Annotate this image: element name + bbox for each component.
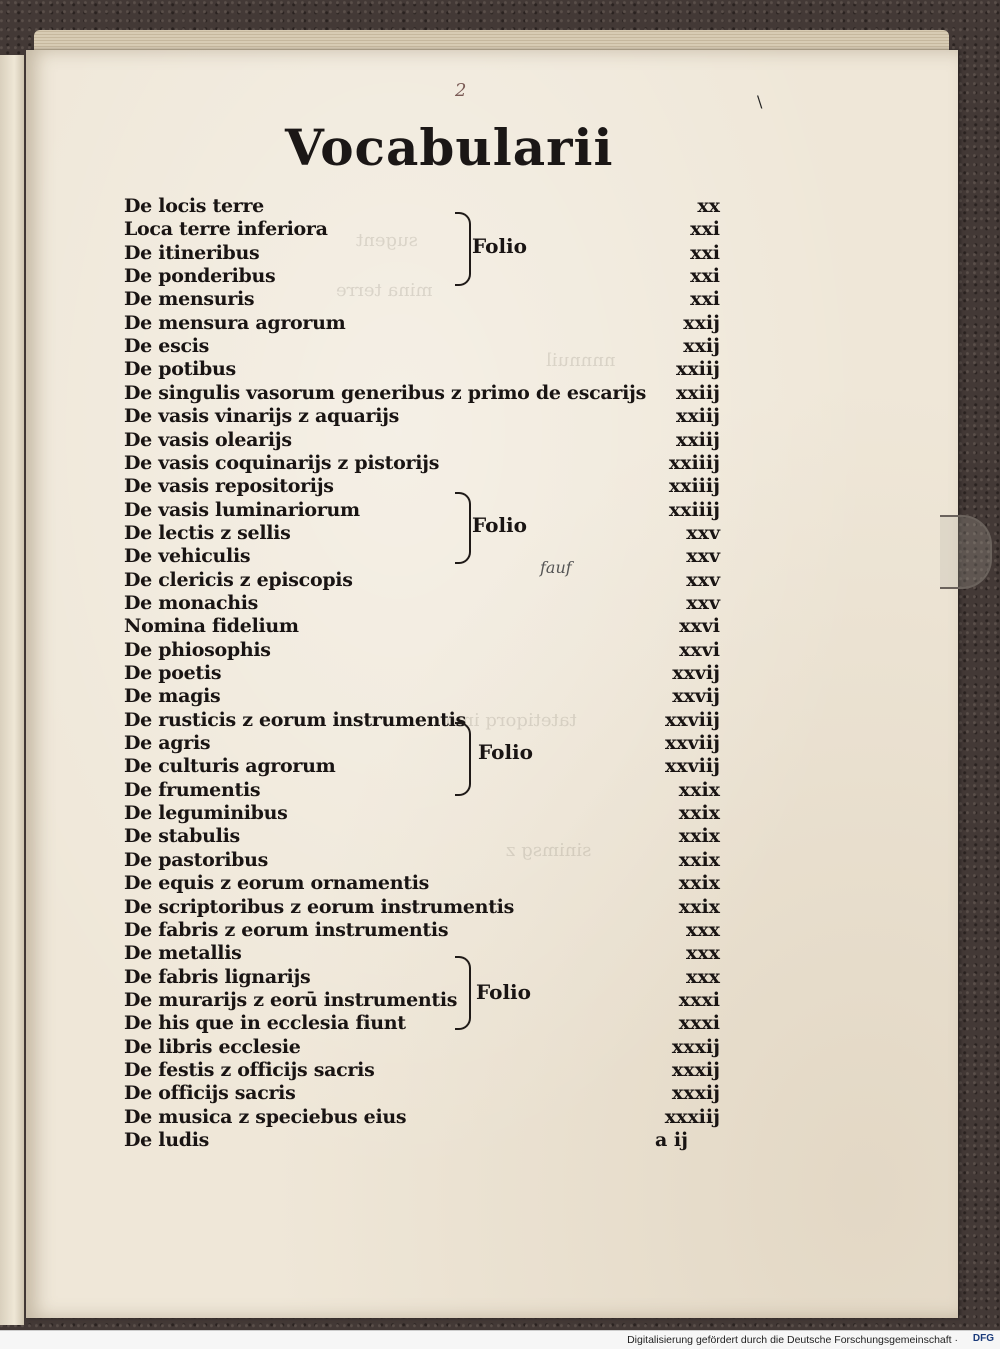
entry-label: De libris ecclesie bbox=[124, 1035, 301, 1058]
folio-label: Folio bbox=[472, 513, 527, 537]
entry-folio-number: xxi bbox=[690, 241, 720, 264]
entry-label: De singulis vasorum generibus z primo de escarijs bbox=[124, 381, 646, 404]
left-page-edge bbox=[0, 55, 24, 1325]
entry-folio-number: xxxi bbox=[678, 988, 720, 1011]
bleed-through-text: tatetiqorq imo bbox=[446, 710, 577, 731]
entry-label: De his que in ecclesia fiunt bbox=[124, 1012, 406, 1035]
entry-label: De lectis z sellis bbox=[124, 521, 291, 544]
entry-folio-number: xxv bbox=[686, 521, 720, 544]
entry-label: De phiosophis bbox=[124, 638, 271, 661]
entry-label: De ponderibus bbox=[124, 265, 276, 288]
entry-folio-number: xxiij bbox=[676, 358, 720, 381]
entry-label: De monachis bbox=[124, 591, 259, 614]
entry-folio-number: xxiiij bbox=[668, 475, 720, 498]
entry-label: De vasis vinarijs z aquarijs bbox=[124, 405, 400, 428]
entry-label: De fabris lignarijs bbox=[124, 965, 311, 988]
entry-folio-number: xxx bbox=[686, 942, 720, 965]
footer-credit: Digitalisierung gefördert durch die Deutsche Forschungsgemeinschaft · bbox=[627, 1334, 958, 1346]
entry-folio-number: xxix bbox=[678, 848, 720, 871]
entry-label: De rusticis z eorum instrumentis bbox=[124, 708, 466, 731]
entry-label: De leguminibus bbox=[124, 802, 288, 825]
entry-label: De potibus bbox=[124, 358, 236, 381]
entry-label: De magis bbox=[124, 685, 221, 708]
entry-label: De agris bbox=[124, 732, 211, 755]
entry-label: De vasis coquinarijs z pistorijs bbox=[124, 451, 440, 474]
entry-folio-number: xx bbox=[697, 195, 720, 217]
folio-label: Folio bbox=[478, 740, 533, 764]
entry-folio-number: xxxi bbox=[678, 1012, 720, 1035]
entry-label: De murarijs z eorū instrumentis bbox=[124, 988, 458, 1011]
entry-label: Loca terre inferiora bbox=[124, 218, 328, 241]
entry-folio-number: xxviij bbox=[664, 755, 720, 778]
entry-label: De locis terre bbox=[124, 195, 264, 217]
entry-folio-number: xxiij bbox=[676, 381, 720, 404]
entry-label: De mensuris bbox=[124, 288, 255, 311]
entry-label: De scriptoribus z eorum instrumentis bbox=[124, 895, 514, 918]
entry-label: De musica z speciebus eius bbox=[124, 1105, 407, 1128]
entry-folio-number: xxiij bbox=[676, 428, 720, 451]
brace bbox=[455, 956, 471, 1030]
entry-label: De clericis z episcopis bbox=[124, 568, 353, 591]
brace bbox=[455, 212, 471, 286]
entry-folio-number: a ij bbox=[654, 1129, 688, 1151]
entry-label: De vasis olearijs bbox=[124, 428, 292, 451]
entry-folio-number: xxvi bbox=[679, 638, 720, 661]
entry-label: De culturis agrorum bbox=[124, 755, 336, 778]
entry-folio-number: xxxiij bbox=[664, 1105, 720, 1128]
entry-folio-number: xxviij bbox=[664, 732, 720, 755]
entry-folio-number: xxix bbox=[678, 802, 720, 825]
entry-folio-number: xxxij bbox=[671, 1058, 720, 1081]
corner-mark: \ bbox=[757, 92, 763, 111]
entry-label: De festis z officijs sacris bbox=[124, 1058, 375, 1081]
page-title: Vocabularii bbox=[285, 118, 614, 177]
bleed-through-text: mina terre bbox=[336, 280, 433, 301]
entry-label: De stabulis bbox=[124, 825, 240, 848]
entry-folio-number: xxi bbox=[690, 288, 720, 311]
entry-label: De fabris z eorum instrumentis bbox=[124, 918, 449, 941]
entry-folio-number: xxvij bbox=[672, 662, 720, 684]
entry-folio-number: xxx bbox=[686, 965, 720, 988]
folio-label: Folio bbox=[476, 980, 531, 1004]
entry-folio-number: xxv bbox=[686, 591, 720, 614]
folio-mark: 2 bbox=[455, 80, 467, 101]
footer-bar bbox=[0, 1330, 1000, 1349]
brace bbox=[455, 722, 471, 796]
entry-label: De metallis bbox=[124, 942, 242, 965]
entry-folio-number: xxi bbox=[690, 265, 720, 288]
entry-label: De vasis repositorijs bbox=[124, 475, 334, 498]
entry-folio-number: xxiiij bbox=[668, 498, 720, 521]
entry-folio-number: xxv bbox=[686, 545, 720, 568]
entry-folio-number: xxix bbox=[678, 825, 720, 848]
entry-label: De officijs sacris bbox=[124, 1082, 296, 1105]
entry-label: De escis bbox=[124, 335, 210, 358]
entry-folio-number: xxvij bbox=[672, 685, 720, 708]
entry-folio-number: xxv bbox=[686, 568, 720, 591]
entry-folio-number: xxij bbox=[683, 335, 720, 358]
entry-label: De frumentis bbox=[124, 778, 261, 801]
bleed-through-text: sugent bbox=[356, 230, 418, 251]
entry-label: De mensura agrorum bbox=[124, 311, 346, 334]
entry-label: De pastoribus bbox=[124, 848, 269, 871]
entry-folio-number: xxxij bbox=[671, 1082, 720, 1105]
entry-folio-number: xxij bbox=[683, 311, 720, 334]
page-clip bbox=[940, 515, 992, 589]
handwritten-note: fauf bbox=[540, 558, 572, 577]
bleed-through-text: sinimsg z bbox=[506, 840, 592, 861]
entry-folio-number: xxix bbox=[678, 872, 720, 895]
brace bbox=[455, 492, 471, 564]
entry-label: Nomina fidelium bbox=[124, 615, 299, 638]
dfg-logo: DFG bbox=[972, 1333, 994, 1344]
bleed-through-text: nnnnuil bbox=[546, 350, 616, 371]
entry-folio-number: xxiiij bbox=[668, 451, 720, 474]
entry-label: De ludis bbox=[124, 1129, 210, 1151]
entry-label: De vasis luminariorum bbox=[124, 498, 360, 521]
entry-label: De poetis bbox=[124, 662, 222, 684]
entry-label: De itineribus bbox=[124, 241, 260, 264]
entry-folio-number: xxvi bbox=[679, 615, 720, 638]
entry-folio-number: xxiij bbox=[676, 405, 720, 428]
entry-folio-number: xxx bbox=[686, 918, 720, 941]
folio-label: Folio bbox=[472, 234, 527, 258]
entry-folio-number: xxxij bbox=[671, 1035, 720, 1058]
entry-folio-number: xxi bbox=[690, 218, 720, 241]
entry-folio-number: xxix bbox=[678, 895, 720, 918]
entry-folio-number: xxix bbox=[678, 778, 720, 801]
entry-label: De vehiculis bbox=[124, 545, 251, 568]
entry-label: De equis z eorum ornamentis bbox=[124, 872, 430, 895]
entry-folio-number: xxviij bbox=[664, 708, 720, 731]
